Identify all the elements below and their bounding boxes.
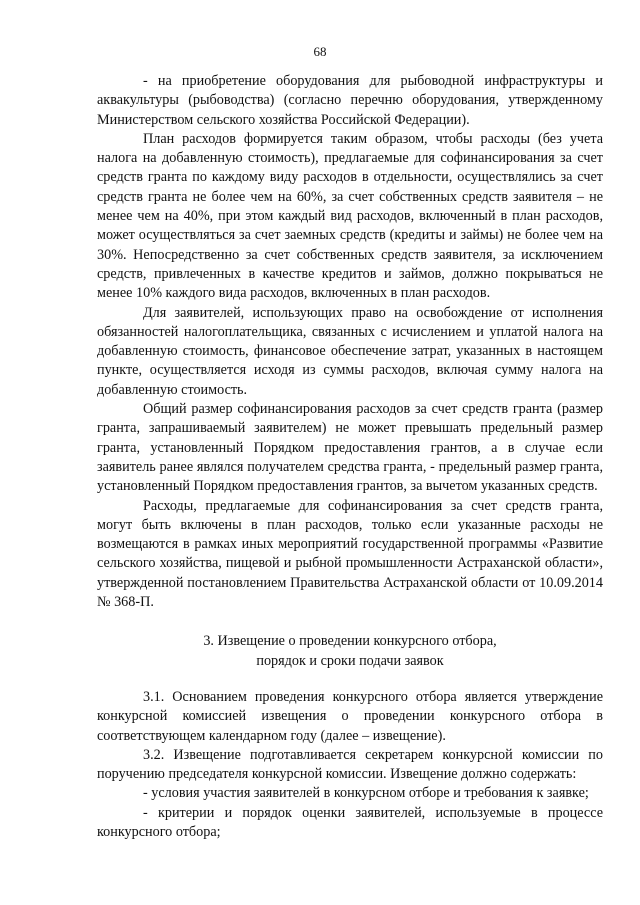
document-body xyxy=(97,72,603,842)
page-number: 68 xyxy=(313,44,327,59)
paragraph-vat-exemption: Для заявителей, использующих право на освобождение от исполнения обязанностей налогоплательщика, связанных с исчислением и уплатой налога на добавленную стоимость, финансовое обеспечение затрат, указанных в настоящем пункте, осуществляется исходя из суммы расходов, включая сумму налога на добавленную стоимость. xyxy=(97,304,603,398)
paragraph-3-1: 3.1. Основанием проведения конкурсного отбора является утверждение конкурсной комиссией извещения о проведении конкурсного отбора в соответствующем календарном году (далее – извещение). xyxy=(97,688,603,744)
paragraph-equipment-bullet: - на приобретение оборудования для рыбоводной инфраструктуры и аквакультуры (рыбоводства) (согласно перечню оборудования, утвержденному Министерством сельского хозяйства Российской Федерации). xyxy=(97,73,603,128)
paragraph-3-2: 3.2. Извещение подготавливается секретарем конкурсной комиссии по поручению председателя конкурсной комиссии. Извещение должно содержать: xyxy=(97,746,603,783)
paragraph-eligible-expenses: Расходы, предлагаемые для софинансирования за счет средств гранта, могут быть включены в план расходов, только если указанные расходы не возмещаются в рамках иных мероприятий государственной программы «Развитие сельского хозяйства, пищевой и рыбной промышленности Астраханской области», утвержденной постановлением Правительства Астраханской области от 10.09.2014 № 368-П. xyxy=(97,497,603,611)
section-heading-line-2: порядок и сроки подачи заявок xyxy=(256,652,444,669)
bullet-evaluation-criteria: - критерии и порядок оценки заявителей, используемые в процессе конкурсного отбора; xyxy=(97,804,603,840)
paragraph-grant-size: Общий размер софинансирования расходов за счет средств гранта (размер гранта, запрашиваемый заявителем) не может превышать предельный размер гранта, установленный Порядком предоставления грантов, а в случае если заявитель ранее являлся получателем средства гранта, - предельный размер гранта, установленный Порядком предоставления грантов, за вычетом указанных средств. xyxy=(97,401,603,495)
section-heading xyxy=(97,632,603,671)
section-heading-line-1: 3. Извещение о проведении конкурсного отбора, xyxy=(203,633,497,650)
paragraph-expense-plan: План расходов формируется таким образом, чтобы расходы (без учета налога на добавленную стоимость), предлагаемые для софинансирования за счет средств гранта по каждому виду расходов в отдельности, осуществлялись за счет средств гранта не более чем на 60%, за счет собственных средств заявителя – не менее чем на 40%, при этом каждый вид расходов, включенный в план расходов, может осуществляться за счет заемных средств (кредиты и займы) не более чем на 30%. Непосредственно за счет собственных средств заявителя, за исключением средств, привлеченных в качестве кредитов и займов, должно покрываться не менее 10% каждого вида расходов, включенных в план расходов. xyxy=(97,130,603,302)
bullet-participation-conditions: - условия участия заявителей в конкурсном отборе и требования к заявке; xyxy=(143,785,589,802)
